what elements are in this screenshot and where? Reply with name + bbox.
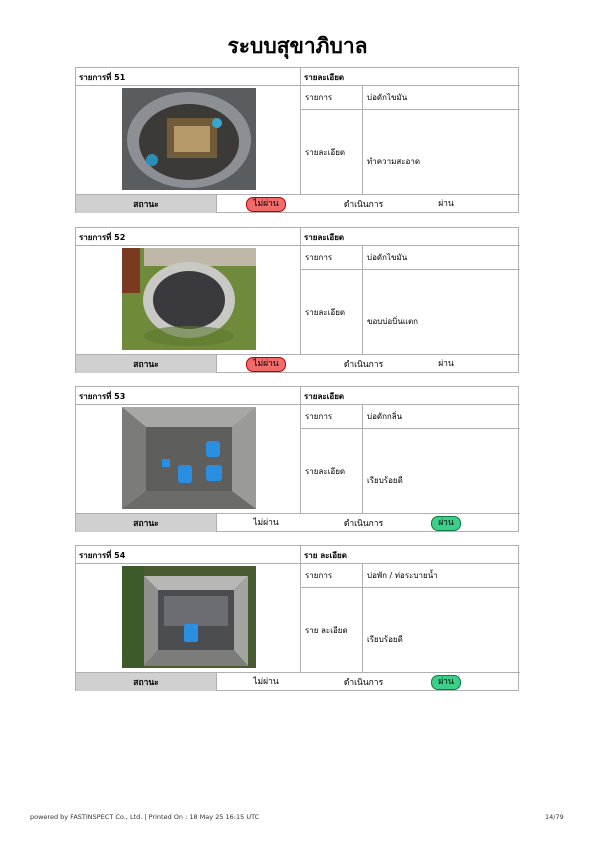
fail-option[interactable]: ไม่ผ่าน <box>253 517 279 528</box>
status-row <box>76 354 520 373</box>
inspection-photo[interactable] <box>122 88 256 190</box>
detail-label: รายละเอียด <box>301 110 363 194</box>
details-header: รายละเอียด <box>301 387 520 405</box>
status-label: สถานะ <box>76 514 217 532</box>
item-label: รายการ <box>301 564 363 588</box>
detail-label: ราย ละเอียด <box>301 588 363 672</box>
details-header: ราย ละเอียด <box>301 546 520 564</box>
detail-label: รายละเอียด <box>301 429 363 513</box>
item-label: รายการ <box>301 246 363 270</box>
details-header: รายละเอียด <box>301 228 520 246</box>
status-label: สถานะ <box>76 673 217 691</box>
pass-option[interactable]: ผ่าน <box>431 516 461 531</box>
item-value: บ่อดักไขมัน <box>363 86 520 110</box>
inspection-photo[interactable] <box>122 566 256 668</box>
page-title: ระบบสุขาภิบาล <box>227 34 368 58</box>
inspection-card <box>75 227 519 373</box>
item-value: บ่อพัก / ท่อระบายน้ำ <box>363 564 520 588</box>
inspection-card <box>75 67 519 213</box>
detail-value: เรียบร้อยดี <box>367 476 403 485</box>
in-progress-option[interactable]: ดำเนินการ <box>343 519 384 529</box>
item-header: รายการที่ 52 <box>76 228 301 246</box>
pass-option[interactable]: ผ่าน <box>438 358 454 369</box>
page-number: 14/79 <box>545 813 564 821</box>
in-progress-option[interactable]: ดำเนินการ <box>343 360 384 370</box>
status-label: สถานะ <box>76 355 217 373</box>
fail-option[interactable]: ไม่ผ่าน <box>246 357 285 372</box>
inspection-card <box>75 545 519 691</box>
pass-option[interactable]: ผ่าน <box>438 198 454 209</box>
fail-option[interactable]: ไม่ผ่าน <box>246 197 285 212</box>
item-header: รายการที่ 51 <box>76 68 301 86</box>
inspection-card <box>75 386 519 532</box>
item-value: บ่อดักกลิ่น <box>363 405 520 429</box>
detail-value: ทำความสะอาด <box>367 157 421 166</box>
detail-value: ขอบบ่อบิ่นแตก <box>367 317 418 326</box>
item-header: รายการที่ 54 <box>76 546 301 564</box>
in-progress-option[interactable]: ดำเนินการ <box>343 678 384 688</box>
footer-text: powered by FASTINSPECT Co., Ltd. | Printed On : 18 May 25 16:15 UTC <box>30 813 260 821</box>
detail-label: รายละเอียด <box>301 270 363 354</box>
inspection-photo[interactable] <box>122 407 256 509</box>
in-progress-option[interactable]: ดำเนินการ <box>343 200 384 210</box>
inspection-photo[interactable] <box>122 248 256 350</box>
item-label: รายการ <box>301 405 363 429</box>
status-row <box>76 513 520 532</box>
fail-option[interactable]: ไม่ผ่าน <box>253 676 279 687</box>
item-value: บ่อดักไขมัน <box>363 246 520 270</box>
status-row <box>76 672 520 691</box>
details-header: รายละเอียด <box>301 68 520 86</box>
pass-option[interactable]: ผ่าน <box>431 675 461 690</box>
item-header: รายการที่ 53 <box>76 387 301 405</box>
item-label: รายการ <box>301 86 363 110</box>
status-label: สถานะ <box>76 195 217 213</box>
status-row <box>76 194 520 213</box>
detail-value: เรียบร้อยดี <box>367 635 403 644</box>
